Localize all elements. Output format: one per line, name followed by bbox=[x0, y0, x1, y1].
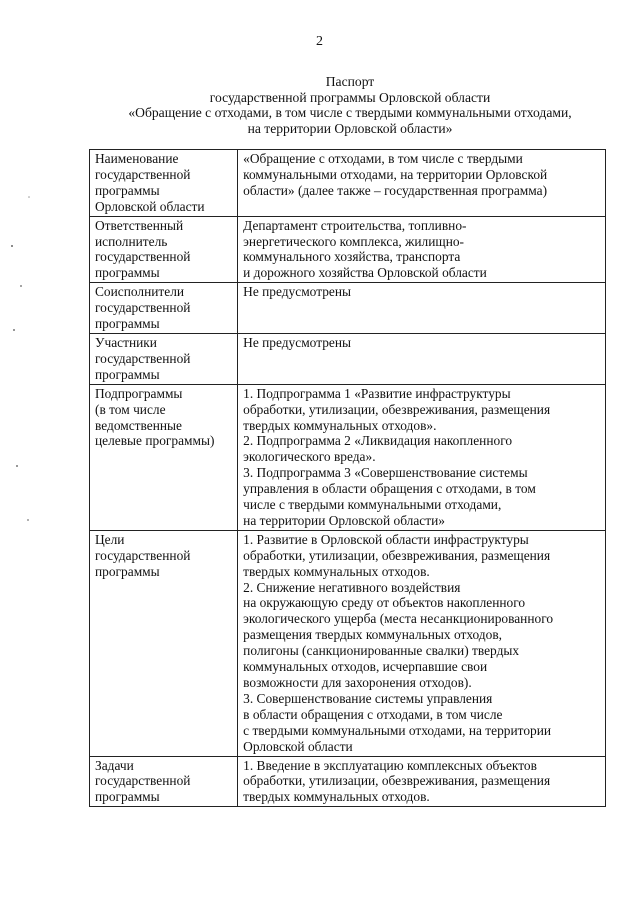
value-line: коммунальными отходами, на территории Орловской bbox=[243, 166, 548, 182]
row-value-cell bbox=[238, 333, 606, 384]
document-title bbox=[60, 74, 639, 136]
value-line: энергетического комплекса, жилищно- bbox=[243, 233, 465, 249]
value-line: «Обращение с отходами, в том числе с твердыми bbox=[243, 151, 523, 166]
title-line: на территории Орловской области» bbox=[247, 120, 453, 136]
label-line: Цели bbox=[95, 531, 125, 547]
passport-row bbox=[90, 216, 606, 283]
value-line: экологического вреда». bbox=[243, 449, 376, 465]
value-line: размещения твердых коммунальных отходов, bbox=[243, 627, 502, 643]
value-line: на территории Орловской области» bbox=[243, 512, 445, 528]
label-line: программы bbox=[95, 316, 160, 332]
value-line: 3. Подпрограмма 3 «Совершенствование системы bbox=[243, 465, 528, 481]
label-line: Наименование bbox=[95, 151, 179, 166]
value-line: коммунального хозяйства, транспорта bbox=[243, 249, 461, 265]
value-line: Орловской области bbox=[243, 738, 353, 754]
passport-row bbox=[90, 150, 606, 217]
value-line: обработки, утилизации, обезвреживания, размещения bbox=[243, 773, 551, 789]
scan-specks bbox=[0, 0, 40, 899]
label-line: Задачи bbox=[95, 757, 134, 773]
title-line: государственной программы Орловской области bbox=[209, 89, 491, 105]
value-line: 3. Совершенствование системы управления bbox=[243, 690, 493, 706]
label-line: государственной bbox=[95, 773, 191, 789]
value-line: обработки, утилизации, обезвреживания, размещения bbox=[243, 547, 551, 563]
value-line: на окружающую среду от объектов накопленного bbox=[243, 595, 526, 611]
value-line: Департамент строительства, топливно- bbox=[243, 217, 467, 233]
value-line: 1. Подпрограмма 1 «Развитие инфраструктуры bbox=[243, 385, 511, 401]
row-value-cell bbox=[238, 384, 606, 530]
value-line: твердых коммунальных отходов». bbox=[243, 417, 437, 433]
value-line: обработки, утилизации, обезвреживания, размещения bbox=[243, 401, 551, 417]
value-line: в области обращения с отходами, в том числе bbox=[243, 706, 503, 722]
label-line: государственной bbox=[95, 547, 191, 563]
passport-row bbox=[90, 384, 606, 530]
label-line: государственной bbox=[95, 166, 191, 182]
label-line: государственной bbox=[95, 249, 191, 265]
label-line: Соисполнители bbox=[95, 284, 185, 300]
value-line: полигоны (санкционированные свалки) твердых bbox=[243, 643, 520, 659]
passport-row bbox=[90, 333, 606, 384]
value-line: коммунальных отходов, исчерпавшие свои bbox=[243, 659, 488, 675]
passport-row bbox=[90, 283, 606, 334]
value-line: с твердыми коммунальными отходами, на территории bbox=[243, 722, 552, 738]
label-line: (в том числе bbox=[95, 401, 166, 417]
label-line: программы bbox=[95, 366, 160, 382]
value-line: Не предусмотрены bbox=[243, 334, 352, 350]
label-line: программы bbox=[95, 265, 160, 281]
label-line: государственной bbox=[95, 300, 191, 316]
value-line: числе с твердыми коммунальными отходами, bbox=[243, 497, 502, 513]
label-line: исполнитель bbox=[95, 233, 168, 249]
row-label-cell bbox=[90, 150, 238, 217]
value-line: 2. Подпрограмма 2 «Ликвидация накопленного bbox=[243, 433, 513, 449]
value-line: 1. Введение в эксплуатацию комплексных объектов bbox=[243, 757, 537, 773]
value-line: 1. Развитие в Орловской области инфраструктуры bbox=[243, 531, 529, 547]
label-line: программы bbox=[95, 182, 160, 198]
label-line: Ответственный bbox=[95, 217, 184, 233]
page-number: 2 bbox=[316, 34, 323, 49]
value-line: и дорожного хозяйства Орловской области bbox=[243, 265, 487, 281]
row-value-cell bbox=[238, 216, 606, 283]
value-line: твердых коммунальных отходов. bbox=[243, 789, 430, 805]
label-line: программы bbox=[95, 563, 160, 579]
value-line: возможности для захоронения отходов). bbox=[243, 675, 472, 690]
passport-row bbox=[90, 530, 606, 756]
row-value-cell bbox=[238, 283, 606, 334]
value-line: Не предусмотрены bbox=[243, 284, 352, 300]
value-line: управления в области обращения с отходами, в том bbox=[243, 481, 536, 497]
row-label-cell bbox=[90, 756, 238, 807]
value-line: 2. Снижение негативного воздействия bbox=[243, 579, 461, 595]
row-value-cell bbox=[238, 756, 606, 807]
label-line: государственной bbox=[95, 350, 191, 366]
value-line: твердых коммунальных отходов. bbox=[243, 563, 430, 579]
row-label-cell bbox=[90, 216, 238, 283]
title-line: Паспорт bbox=[325, 74, 375, 89]
row-label-cell bbox=[90, 333, 238, 384]
passport-table bbox=[89, 149, 606, 807]
row-label-cell bbox=[90, 530, 238, 756]
label-line: программы bbox=[95, 789, 160, 805]
row-label-cell bbox=[90, 384, 238, 530]
row-value-cell bbox=[238, 530, 606, 756]
passport-row bbox=[90, 756, 606, 807]
label-line: Подпрограммы bbox=[95, 385, 183, 401]
value-line: области» (далее также – государственная программа) bbox=[243, 182, 548, 198]
value-line: экологического ущерба (места несанкционированного bbox=[243, 611, 554, 627]
row-value-cell bbox=[238, 150, 606, 217]
label-line: Участники bbox=[95, 334, 157, 350]
label-line: целевые программы) bbox=[95, 433, 215, 449]
title-line: «Обращение с отходами, в том числе с твердыми коммунальными отходами, bbox=[128, 105, 572, 121]
label-line: Орловской области bbox=[95, 198, 205, 214]
row-label-cell bbox=[90, 283, 238, 334]
label-line: ведомственные bbox=[95, 417, 182, 433]
